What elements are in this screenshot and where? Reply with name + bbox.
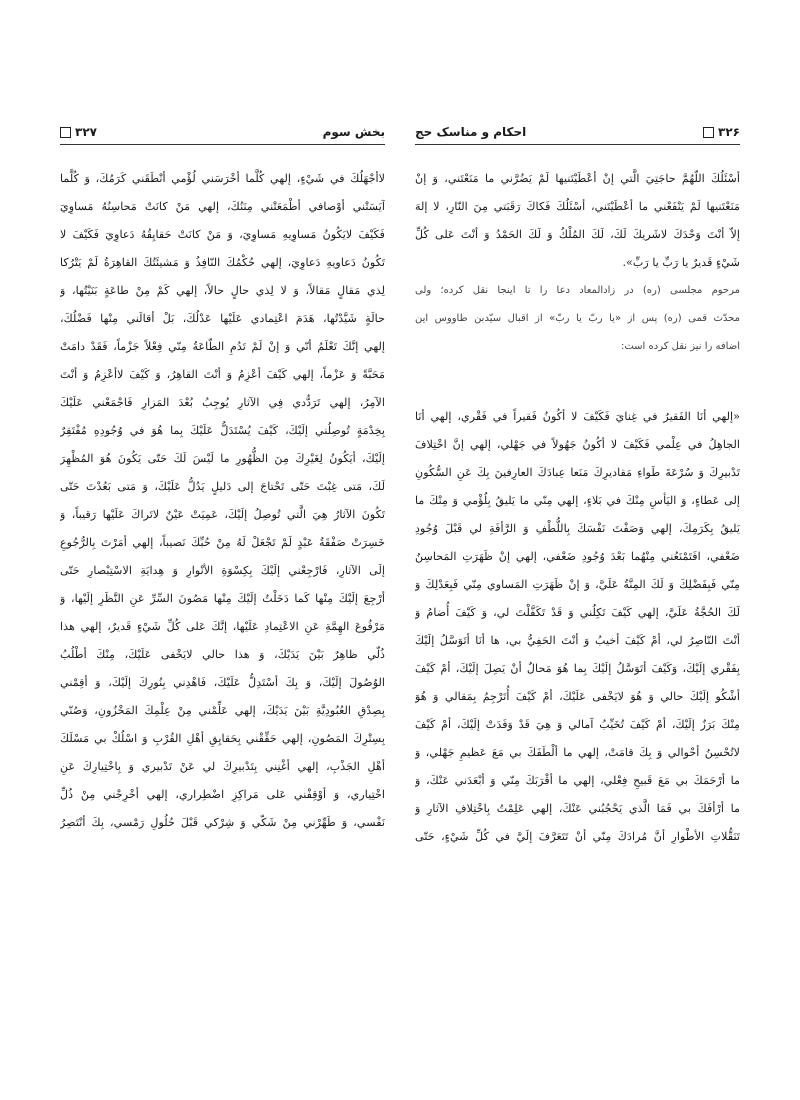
right-page-header	[415, 120, 740, 145]
prayer-continuation-block	[415, 403, 740, 851]
text-line: أهْلِ الجَذْبِ، إلهي أغْنِني بِتَدْبيرِكَ لي عَنْ تَدْبيري وَ بِاخْتِيارِكَ عَنِ	[60, 760, 385, 773]
left-section-title: بخش سوم	[322, 125, 385, 139]
right-page-number-block	[703, 125, 740, 139]
text-line: لاأجْهَلُكَ في شَيْءٍ، إلهي كُلَّما أخْرَسَني لُؤْمي أنْطَقَني كَرَمُكَ، وَ كُلَّما	[60, 172, 385, 185]
text-line: ضَعْفي، افَتَمْنَعُني مِنْهُما بَعْدَ وُجُودِ ضَعْفي، إلهي إنْ ظَهَرَتِ المَحاسِنُ	[415, 550, 740, 563]
right-section-title: احکام و مناسک حج	[415, 125, 527, 139]
prayer-opening-block	[415, 165, 740, 277]
text-line: فَكَيْفَ لايَكُونُ مَساوِيهِ مَساوِيَ، وَ مَنْ كانَتْ حَقايِقُهُ دَعاوِيَ فَكَيْفَ لا	[60, 228, 385, 241]
text-line: مِنْكَ بَرَزٌ إلَيْكَ، أمْ كَيْفَ تُخَيِّبُ آمالي وَ هِيَ قَدْ وَفَدَتْ إلَيْكَ، أمْ كَيْفَ	[415, 718, 740, 731]
text-line: لَكَ، مَتى غِبْتَ حَتّى تَحْتاجَ إلى دَليلٍ يَدُلُّ عَلَيْكَ، وَ مَتى بَعُدْتَ حَتّى	[60, 480, 385, 493]
left-page-number-block	[60, 125, 97, 139]
text-line: أسْئَلُكَ اللّهُمَّ حاجَتِيَ الَّتي إنْ أعْطَيْتَنيها لَمْ يَضُرَّني ما مَنَعْتَني، وَ إنْ	[415, 172, 740, 185]
text-line: آيَسَتْني أوْصافي أطْمَعَتْني مِنَنُكَ، إلهي مَنْ كانَتْ مَحاسِنُهُ مَساوِيَ	[60, 200, 385, 213]
right-page-number: ۳۲۶	[718, 125, 740, 139]
text-line: مَحَبَّةً وَ عَزْماً، إلهي كَيْفَ أعْزِمُ وَ أنْتَ القاهِرُ، وَ كَيْفَ لاأعْزِمُ وَ أنْتَ	[60, 368, 385, 381]
left-page	[60, 120, 385, 1050]
text-line: مِنّي فَبِفَضْلِكَ وَ لَكَ المِنَّةُ عَلَيَّ، وَ إنْ ظَهَرَتِ المَساوي مِنّي فَبِعَدْلِكَ وَ	[415, 578, 740, 591]
text-line: حالَةٍ شَيَّدْتُها، هَدَمَ اعْتِمادي عَلَيْها عَدْلُكَ، بَلْ أقالَني مِنْها فَضْلُكَ،	[60, 312, 385, 325]
text-line: أشْكُو إلَيْكَ حالي وَ هُوَ لايَخْفى عَلَيْكَ، أمْ كَيْفَ أُتَرْجِمُ بِمَقالي وَ هُوَ	[415, 690, 740, 703]
text-line: لاتُحْسِنُ أحْوالي وَ بِكَ قامَتْ، إلهي ما ألْطَفَكَ بي مَعَ عَظيمِ جَهْلي، وَ	[415, 746, 740, 759]
text-line: إلهي إنَّكَ تَعْلَمُ أنّي وَ إنْ لَمْ تَدُمِ الطّاعَةُ مِنّي فِعْلاً جَزْماً، فَقَدْ دامَتْ	[60, 340, 385, 353]
text-line: اضافه را نیز نقل کرده است:	[620, 341, 740, 352]
right-page-body	[415, 165, 740, 851]
text-line: أرْجِعَ إلَيْكَ مِنْها كَما دَخَلْتُ إلَيْكَ مِنْها مَصُونَ السِّرِّ عَنِ النَّظَرِ إلَيْها، وَ	[60, 592, 385, 605]
text-line: خَسِرَتْ صَفْقَةُ عَبْدٍ لَمْ تَجْعَلْ لَهُ مِنْ حُبِّكَ نَصيباً، إلهي أمَرْتَ بِالرُّجُوعِ	[60, 536, 385, 549]
page-marker-icon	[60, 127, 71, 138]
text-line: بِفَقْري إلَيْكَ، وَكَيْفَ أتَوَسَّلُ إلَيْكَ بِما هُوَ مَحالٌ أنْ يَصِلَ إلَيْكَ، أمْ كَيْفَ	[415, 662, 740, 675]
text-line: تَكُونَ الآثارُ هِيَ الَّتي تُوصِلُ إلَيْكَ، عَمِيَتْ عَيْنٌ لاتَراكَ عَلَيْها رَقيباً، وَ	[60, 508, 385, 521]
text-line: تَكُونُ دَعاويهِ دَعاوِيَ، إلهي حُكْمُكَ النّافِذُ وَ مَشيئَتُكَ القاهِرَةُ لَمْ يَتْرُكا	[60, 256, 385, 269]
text-line: بِخِدْمَةٍ تُوصِلُني إلَيْكَ، كَيْفَ يُسْتَدَلُّ عَلَيْكَ بِما هُوَ في وُجُودِهِ مُفْتَقِرٌ	[60, 424, 385, 437]
page-marker-icon	[703, 127, 714, 138]
section-spacer	[415, 361, 740, 403]
text-line: مرحوم مجلسی (ره) در زادالمعاد دعا را تا اینجا نقل کرده؛ ولی	[415, 285, 740, 296]
text-line: إلاّ أنْتَ وَحْدَكَ لاشَريكَ لَكَ، لَكَ المُلْكُ وَ لَكَ الحَمْدُ وَ أنْتَ عَلى كُلِّ	[415, 228, 740, 241]
text-line: الآمِرُ، إلهي تَرَدُّدي فِي الآثارِ يُوجِبُ بُعْدَ المَزارِ فَاجْمَعْني عَلَيْكَ	[60, 396, 385, 409]
text-line: أنْتَ النّاصِرُ لي، أمْ كَيْفَ أخيبُ وَ أنْتَ الحَفِيُّ بي، ها أنَا أتَوَسَّلُ إلَيْكَ	[415, 634, 740, 647]
text-line: الجاهِلُ في عِلْمي فَكَيْفَ لا أكُونُ جَهُولاً في جَهْلي، إلهي إنَّ اخْتِلافَ	[415, 438, 740, 451]
text-line: لِذي مَقالٍ مَقالاً، وَ لا لِذي حالٍ حالاً، إلهي كَمْ مِنْ طاعَةٍ بَنَيْتُها، وَ	[60, 284, 385, 297]
text-line: مَنَعْتَنيها لَمْ يَنْفَعْني ما أعْطَيْتَني، أسْئَلُكَ فَكاكَ رَقَبَتي مِنَ النّارِ، لا إلهَ	[415, 200, 740, 213]
text-line: محدّث قمی (ره) پس از «یا ربّ یا ربّ» از اقبال سیّدبن طاووس این	[415, 313, 740, 324]
text-line: لَكَ الحُجَّةُ عَلَيَّ، إلهي كَيْفَ تَكِلُني وَ قَدْ تَكَفَّلْتَ لي، وَ كَيْفَ أُضامُ وَ	[415, 606, 740, 619]
text-line: «إلهي أنَا الفَقيرُ في غِنايَ فَكَيْفَ لا أكُونُ فَقيراً في فَقْري، إلهي أنَا	[415, 410, 740, 423]
text-line: ما أرْحَمَكَ بي مَعَ قَبيحِ فِعْلي، إلهي ما أقْرَبَكَ مِنّي وَ أبْعَدَني عَنْكَ، وَ	[415, 774, 740, 787]
text-line: إلَى الآثارِ، فَارْجِعْني إلَيْكَ بِكِسْوَةِ الأنْوارِ وَ هِدايَةِ الاسْتِبْصارِ حَتّى	[60, 564, 385, 577]
left-page-body	[60, 165, 385, 837]
text-line: الوُصُولَ إلَيْكَ، وَ بِكَ أسْتَدِلُّ عَلَيْكَ، فَاهْدِني بِنُورِكَ إلَيْكَ، وَ أقِمْني	[60, 676, 385, 689]
right-page	[415, 120, 740, 1050]
text-line: نَفْسي، وَ طَهِّرْني مِنْ شَكّي وَ شِرْكي قَبْلَ حُلُولِ رَمْسي، بِكَ أنْتَصِرُ	[60, 816, 385, 829]
text-line: تَنَقُّلاتِ الأطْوارِ أنَّ مُرادَكَ مِنّي أنْ تَتَعَرَّفَ إلَيَّ في كُلِّ شَيْءٍ، حَتّى	[415, 830, 740, 843]
left-page-header	[60, 120, 385, 145]
text-line: ما أرْأفَكَ بي فَمَا الَّذي يَحْجُبُني عَنْكَ، إلهي عَلِمْتُ بِاخْتِلافِ الآثارِ وَ	[415, 802, 740, 815]
text-line: تَدْبيرِكَ وَ سُرْعَةَ طَواءِ مَقاديرِكَ مَنَعا عِبادَكَ العارِفينَ بِكَ عَنِ السُّكُونِ	[415, 466, 740, 479]
text-line: ذُلّي ظاهِرٌ بَيْنَ يَدَيْكَ، وَ هذا حالي لايَخْفى عَلَيْكَ، مِنْكَ أطْلُبُ	[60, 648, 385, 661]
text-line: يَليقُ بِكَرَمِكَ، إلهي وَصَفْتَ نَفْسَكَ بِاللُّطْفِ وَ الرَّأفَةِ لي قَبْلَ وُجُودِ	[415, 522, 740, 535]
text-line: شَيْءٍ قَديرٌ يا رَبِّ يا رَبِّ».	[622, 256, 740, 269]
left-page-number: ۳۲۷	[75, 125, 97, 139]
text-line: اخْتِياري، وَ أوْقِفْني عَلى مَراكِزِ اضْطِراري، إلهي أخْرِجْني مِنْ ذُلِّ	[60, 788, 385, 801]
text-line: إلى عَطاءٍ، وَ اليَأسِ مِنْكَ في بَلاءٍ، إلهي مِنّي ما يَليقُ بِلُؤْمي وَ مِنْكَ ما	[415, 494, 740, 507]
persian-note-block	[415, 277, 740, 361]
text-line: بِصِدْقِ العُبُودِيَّةِ بَيْنَ يَدَيْكَ، إلهي عَلِّمْني مِنْ عِلْمِكَ المَخْزُونِ، وَصُنّي	[60, 704, 385, 717]
text-line: إلَيْكَ، أيَكُونُ لِغَيْرِكَ مِنَ الظُّهُورِ ما لَيْسَ لَكَ حَتّى يَكُونَ هُوَ المُظْهِرَ	[60, 452, 385, 465]
text-line: بِسِتْرِكَ المَصُونِ، إلهي حَقِّقْني بِحَقايِقِ أهْلِ القُرْبِ وَ اسْلُكْ بي مَسْلَكَ	[60, 732, 385, 745]
text-line: مَرْفُوعَ الهِمَّةِ عَنِ الاعْتِمادِ عَلَيْها، إنَّكَ عَلى كُلِّ شَيْءٍ قَديرٌ، إلهي هذا	[60, 620, 385, 633]
